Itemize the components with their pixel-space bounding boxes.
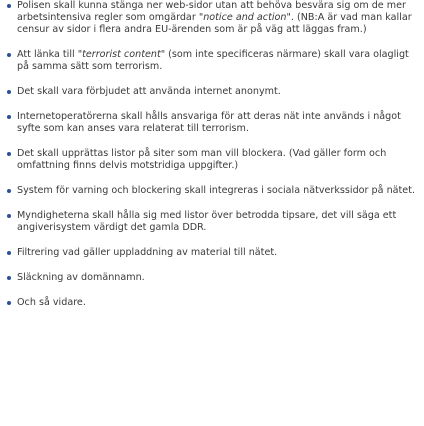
item-text: Internetoperatörerna skall hålls ansvariga för att deras nät inte används i något syfte som kan anses vara relaterat till terrorism. bbox=[17, 111, 401, 134]
list-item bbox=[17, 86, 416, 98]
bullet-dot-icon bbox=[7, 4, 11, 8]
bullet-dot-icon bbox=[7, 276, 11, 280]
item-text: System för varning och blockering skall integreras i sociala nätverkssidor på nätet. bbox=[17, 185, 415, 196]
list-item bbox=[17, 247, 416, 259]
item-text: . (NB:A är vad man kallar censur av sidor i flera andra EU-ärenden som är på väg att läggas fram.) bbox=[17, 12, 412, 35]
item-text: Myndigheterna skall hålla sig med listor över betrodda tipsare, det vill säga ett angiverisystem värdigt det gamla DDR. bbox=[17, 210, 397, 233]
quoted-term: "terrorist content" bbox=[77, 49, 166, 60]
list-item bbox=[17, 210, 416, 234]
list-item bbox=[17, 185, 416, 197]
bullet-dot-icon bbox=[7, 53, 11, 57]
item-text: Och så vidare. bbox=[17, 297, 86, 308]
list-item bbox=[17, 297, 416, 309]
bullet-dot-icon bbox=[7, 189, 11, 193]
bullet-dot-icon bbox=[7, 115, 11, 119]
item-text: (som inte specificeras närmare) skall vara olagligt på samma sätt som terrorism. bbox=[17, 49, 409, 72]
bullet-dot-icon bbox=[7, 90, 11, 94]
bullet-dot-icon bbox=[7, 214, 11, 218]
quoted-term: "notice and action" bbox=[198, 12, 291, 23]
item-text: Det skall upprättas listor på siter som man vill blockera. (Vad gäller form och omfattning finns delvis motstridiga uppgifter.) bbox=[17, 148, 387, 171]
item-text: Filtrering vad gäller uppladdning av material till nätet. bbox=[17, 247, 278, 258]
list-item bbox=[17, 49, 416, 73]
list-item bbox=[17, 272, 416, 284]
list-item bbox=[17, 148, 416, 172]
list-item bbox=[17, 0, 416, 36]
item-text: Det skall vara förbjudet att använda internet anonymt. bbox=[17, 86, 281, 97]
bullet-dot-icon bbox=[7, 251, 11, 255]
item-text: Att länka till bbox=[17, 49, 78, 60]
item-text: Polisen skall kunna stänga ner web-sidor utan att behöva besvära sig om de mer arbetsintensiva regler som omgärdar bbox=[17, 0, 406, 23]
bullet-dot-icon bbox=[7, 301, 11, 305]
item-text: Släckning av domännamn. bbox=[17, 272, 145, 283]
list-item bbox=[17, 111, 416, 135]
bullet-dot-icon bbox=[7, 152, 11, 156]
